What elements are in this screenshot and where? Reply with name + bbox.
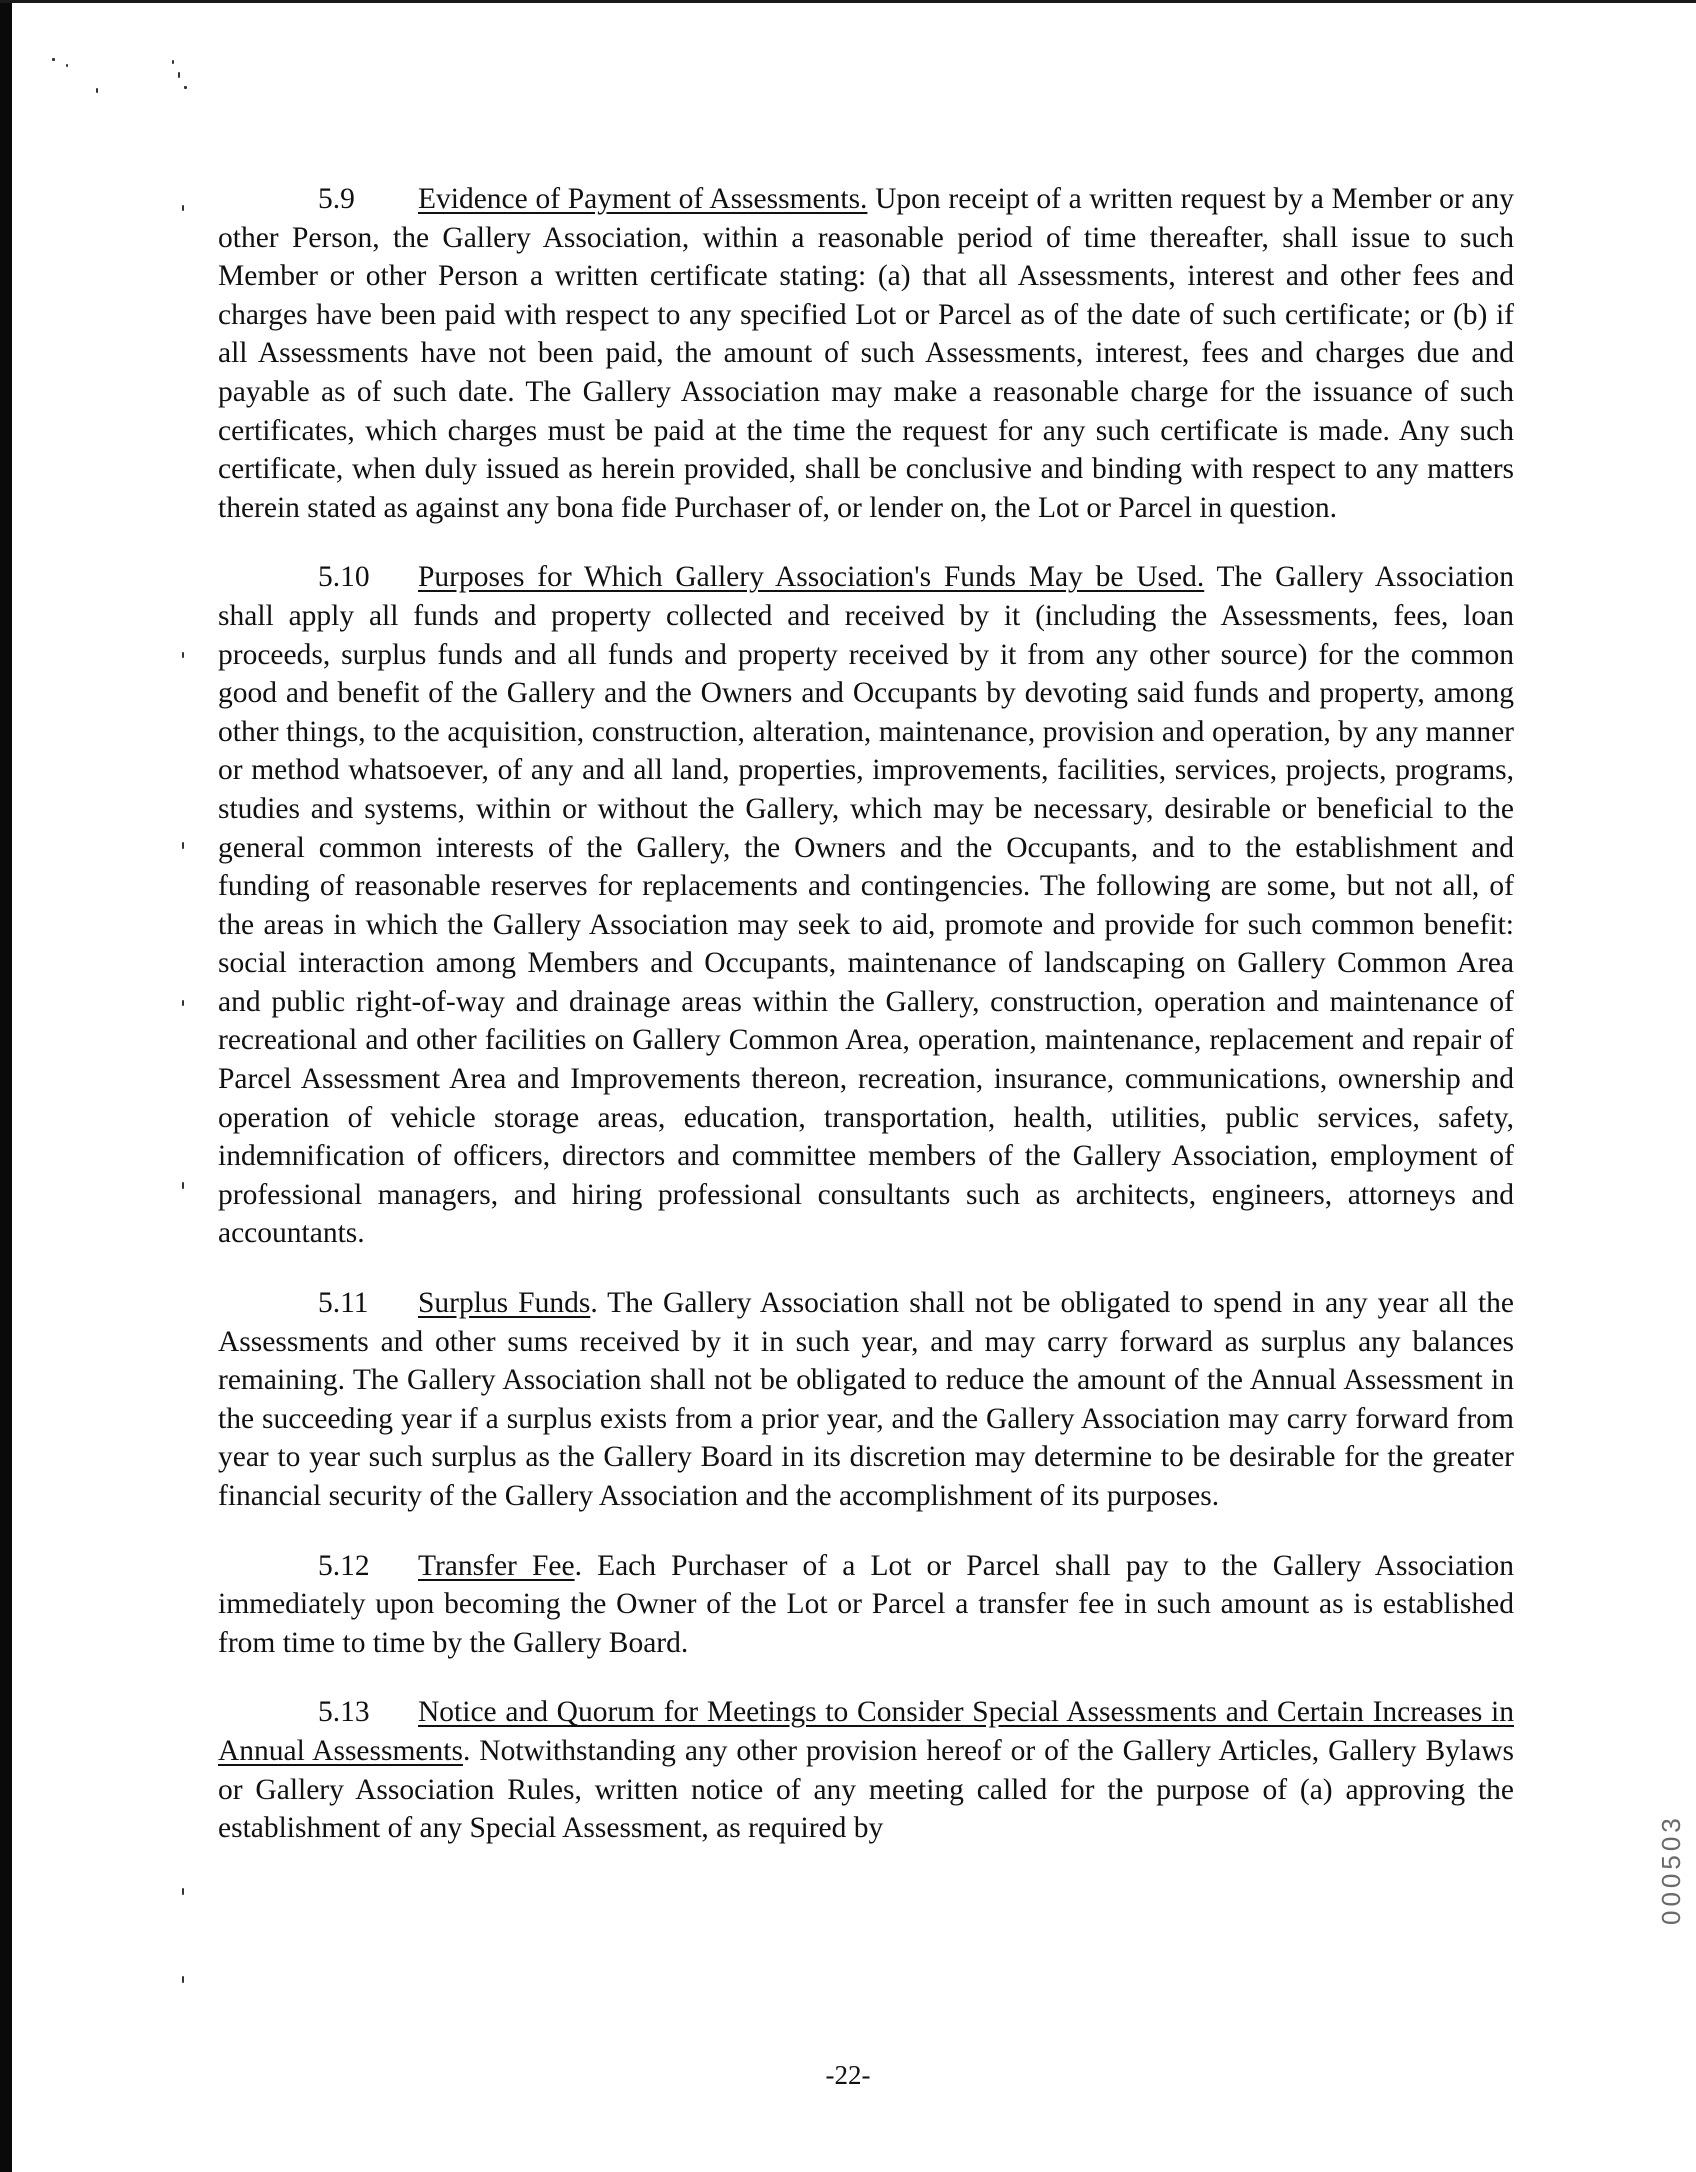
section-text: . The Gallery Association shall not be obligated to spend in any year all the Assessments and other sums received by it in such year, and may carry forward as surplus any balances remaining. The Gallery Association shall not be obligated to reduce the amount of the Annual Assessment in the succeeding year if a surplus exists from a prior year, and the Gallery Association may carry forward from year to year such surplus as the Gallery Board in its discretion may determine to be desirable for the greater financial security of the Gallery Association and the accomplishment of its purposes. — [218, 1287, 1514, 1512]
scan-speck — [182, 1888, 184, 1895]
section-text: The Gallery Association shall apply all funds and property collected and received by it (including the Assessments, fees, loan proceeds, surplus funds and all funds and property received by it from any other source) for the common good and benefit of the Gallery and the Owners and Occupants by devoting said funds and property, among other things, to the acquisition, construction, alteration, maintenance, provision and operation, by any manner or method whatsoever, of any and all land, properties, improvements, facilities, services, projects, programs, studies and systems, within or without the Gallery, which may be necessary, desirable or beneficial to the general common interests of the Gallery, the Owners and the Occupants, and to the establishment and funding of reasonable reserves for replacements and contingencies. The following are some, but not all, of the areas in which the Gallery Association may seek to aid, promote and provide for such common benefit: social interaction among Members and Occupants, maintenance of landscaping on Gallery Common Area and public right-of-way and drainage areas within the Gallery, construction, operation and maintenance of recreational and other facilities on Gallery Common Area, operation, maintenance, replacement and repair of Parcel Assessment Area and Improvements thereon, recreation, insurance, communications, ownership and operation of vehicle storage areas, education, transportation, health, utilities, public services, safety, indemnification of officers, directors and committee members of the Gallery Association, employment of professional managers, and hiring professional consultants such as architects, engineers, attorneys and accountants. — [218, 561, 1514, 1250]
scan-speck — [182, 652, 184, 658]
scan-speck — [182, 1000, 184, 1006]
section-heading: Purposes for Which Gallery Association's Funds May be Used. — [418, 561, 1205, 594]
section-5-10 — [218, 558, 1514, 1253]
section-heading: Evidence of Payment of Assessments. — [418, 183, 868, 215]
side-stamp — [1608, 1575, 1686, 1925]
document-body — [218, 180, 1514, 1879]
scan-speck — [182, 842, 184, 849]
section-number: 5.11 — [318, 1287, 369, 1320]
section-5-11 — [218, 1284, 1514, 1516]
scan-speck — [182, 205, 184, 211]
scan-speck — [184, 86, 187, 89]
scan-speck — [182, 1182, 184, 1189]
section-number: 5.13 — [318, 1696, 370, 1729]
section-5-9 — [218, 180, 1514, 527]
section-text: Upon receipt of a written request by a Member or any other Person, the Gallery Association, within a reasonable period of time thereafter, shall issue to such Member or other Person a written certificate stating: (a) that all Assessments, interest and other fees and charges have been paid with respect to any specified Lot or Parcel as of the date of such certificate; or (b) if all Assessments have not been paid, the amount of such Assessments, interest, fees and charges due and payable as of such date. The Gallery Association may make a reasonable charge for the issuance of such certificates, which charges must be paid at the time the request for any such certificate is made. Any such certificate, when duly issued as herein provided, shall be conclusive and binding with respect to any matters therein stated as against any bona fide Purchaser of, or lender on, the Lot or Parcel in question. — [218, 183, 1514, 524]
section-5-12 — [218, 1547, 1514, 1663]
scan-speck — [182, 1976, 184, 1983]
scan-edge — [0, 0, 12, 2172]
section-number: 5.12 — [318, 1549, 370, 1582]
scan-edge-top — [0, 0, 1696, 3]
page-number: -22- — [825, 2060, 871, 2090]
section-number: 5.10 — [318, 561, 370, 594]
scan-speck — [66, 64, 68, 67]
scan-speck — [52, 58, 55, 61]
section-text: . Each Purchaser of a Lot or Parcel shall pay to the Gallery Association immediately upon becoming the Owner of the Lot or Parcel a transfer fee in such amount as is established from time to time by the Gallery Board. — [218, 1549, 1514, 1659]
section-text: . Notwithstanding any other provision hereof or of the Gallery Articles, Gallery Bylaws or Gallery Association Rules, written notice of any meeting called for the purpose of (a) approving the establishment of any Special Assessment, as required by — [218, 1734, 1515, 1845]
section-heading: Surplus Funds — [418, 1287, 591, 1320]
side-stamp-text: 000503 — [1656, 1814, 1686, 1925]
scan-speck — [96, 88, 98, 93]
section-heading: Transfer Fee — [418, 1549, 575, 1582]
section-5-13 — [218, 1693, 1514, 1847]
section-number: 5.9 — [318, 183, 355, 215]
scan-speck — [178, 72, 180, 78]
section-heading: Notice and Quorum for Meetings to Consider Special Assessments and Certain Increases in Annual Assessments — [218, 1696, 1514, 1767]
scan-speck — [172, 60, 174, 64]
